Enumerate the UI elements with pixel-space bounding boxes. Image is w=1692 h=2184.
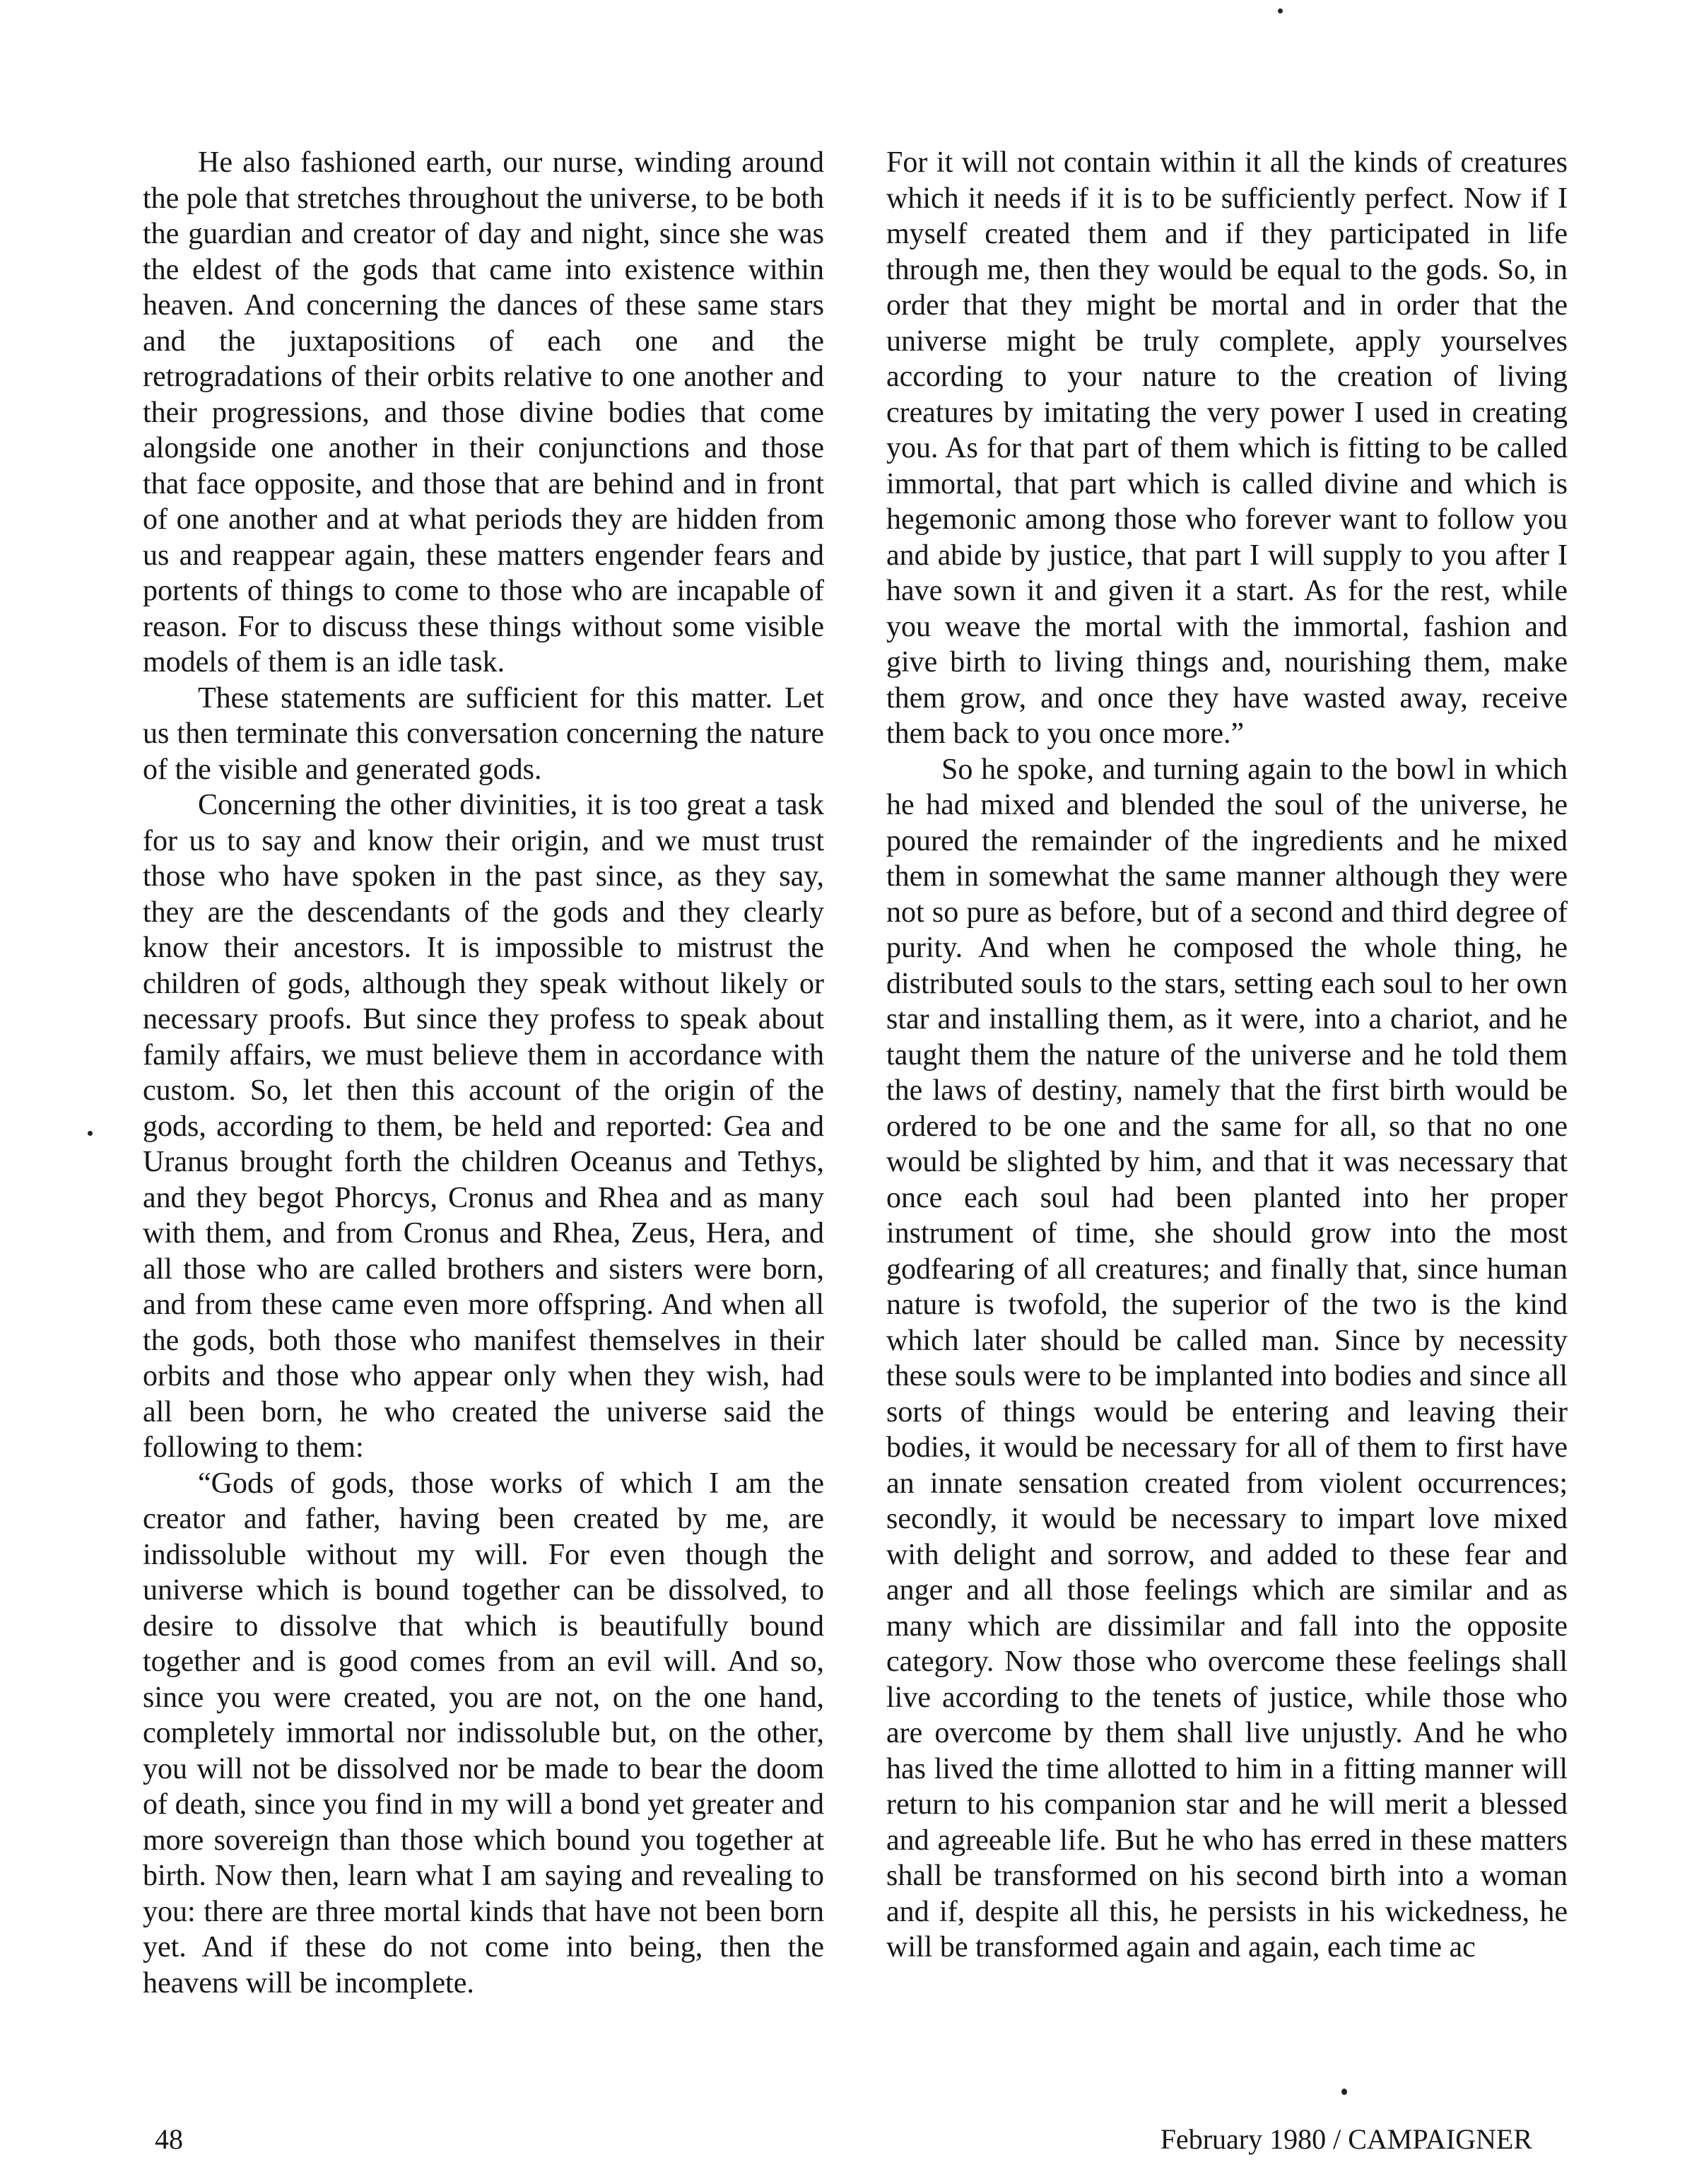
paragraph: These statements are sufficient for this matter. Let us then terminate this conversation concerning the nature of the visible and generated gods. xyxy=(143,681,824,786)
right-text-column xyxy=(886,145,1568,2060)
print-speck xyxy=(1341,2089,1347,2095)
issue-line: February 1980 / CAMPAIGNER xyxy=(1160,2123,1532,2155)
left-text-column xyxy=(143,145,824,2060)
paragraph: For it will not contain within it all the kinds of creatures which it needs if it is to be sufficiently perfect. Now if I myself created them and if they participated in life through me, then they would be equal to the gods. So, in order that they might be mortal and in order that the universe might be truly complete, apply yourselves according to your nature to the creation of living creatures by imitating the very power I used in creating you. As for that part of them which is fitting to be called immortal, that part which is called divine and which is hegemonic among those who forever want to follow you and abide by justice, that part I will supply to you after I have sown it and given it a start. As for the rest, while you weave the mortal with the immortal, fashion and give birth to living things and, nourishing them, make them grow, and once they have wasted away, receive them back to you once more.” xyxy=(886,146,1568,750)
paragraph: So he spoke, and turning again to the bowl in which he had mixed and blended the soul of the universe, he poured the remainder of the ingredients and he mixed them in somewhat the same manner although they were not so pure as before, but of a second and third degree of purity. And when he composed the whole thing, he distributed souls to the stars, setting each soul to her own star and installing them, as it were, into a chariot, and he taught them the nature of the universe and he told them the laws of destiny, namely that the first birth would be ordered to be one and the same for all, so that no one would be slighted by him, and that it was necessary that once each soul had been planted into her proper instrument of time, she should grow into the most godfearing of all creatures; and finally that, since human nature is twofold, the superior of the two is the kind which later should be called man. Since by necessity these souls were to be implanted into bodies and since all sorts of things would be entering and leaving their bodies, it would be necessary for all of them to first have an innate sensation created from violent occurrences; secondly, it would be necessary to impart love mixed with delight and sorrow, and added to these fear and anger and all those feelings which are similar and as many which are dissimilar and fall into the opposite category. Now those who overcome these feelings shall live according to the tenets of justice, while those who are overcome by them shall live unjustly. And he who has lived the time allotted to him in a fitting manner will return to his companion star and he will merit a blessed and agreeable life. But he who has erred in these matters shall be transformed on his second birth into a woman and if, despite all this, he persists in his wickedness, he will be transformed again and again, each time ac xyxy=(886,753,1568,1963)
print-speck xyxy=(1278,8,1283,13)
paragraph: He also fashioned earth, our nurse, winding around the pole that stretches throughout the universe, to be both the guardian and creator of day and night, since she was the eldest of the gods that came into existence within heaven. And concerning the dances of these same stars and the juxtapositions of each one and the retrogradations of their orbits relative to one another and their progressions, and those divine bodies that come alongside one another in their conjunctions and those that face opposite, and those that are behind and in front of one another and at what periods they are hidden from us and reappear again, these matters engender fears and portents of things to come to those who are incapable of reason. For to discuss these things without some visible models of them is an idle task. xyxy=(143,146,824,679)
paragraph: Concerning the other divinities, it is too great a task for us to say and know their origin, and we must trust those who have spoken in the past since, as they say, they are the descendants of the gods and they clearly know their ancestors. It is impossible to mistrust the children of gods, although they speak without likely or necessary proofs. But since they profess to speak about family affairs, we must believe them in accordance with custom. So, let then this account of the origin of the gods, according to them, be held and reported: Gea and Uranus brought forth the children Oceanus and Tethys, and they begot Phorcys, Cronus and Rhea and as many with them, and from Cronus and Rhea, Zeus, Hera, and all those who are called brothers and sisters were born, and from these came even more offspring. And when all the gods, both those who manifest themselves in their orbits and those who appear only when they wish, had all been born, he who created the universe said the following to them: xyxy=(143,789,824,1464)
print-speck xyxy=(88,1131,93,1136)
page-number: 48 xyxy=(155,2123,183,2155)
paragraph: “Gods of gods, those works of which I am the creator and father, having been created by me, are indissoluble without my will. For even though the universe which is bound together can be dissolved, to desire to dissolve that which is beautifully bound together and is good comes from an evil will. And so, since you were created, you are not, on the one hand, completely immortal nor indissoluble but, on the other, you will not be dissolved nor be made to bear the doom of death, since you find in my will a bond yet greater and more sovereign than those which bound you together at birth. Now then, learn what I am saying and revealing to you: there are three mortal kinds that have not been born yet. And if these do not come into being, then the heavens will be incomplete. xyxy=(143,1467,824,2000)
